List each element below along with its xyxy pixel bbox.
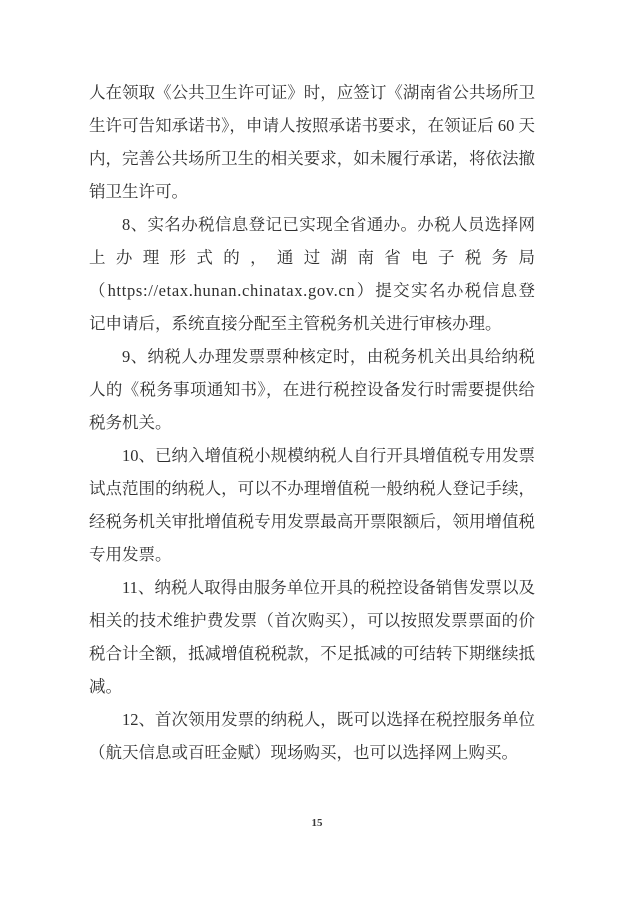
paragraph-item-9: 9、纳税人办理发票票种核定时，由税务机关出具给纳税人的《税务事项通知书》，在进行税控设备发行时需要提供给税务机关。 [89,347,535,432]
paragraph-item-10: 10、已纳入增值税小规模纳税人自行开具增值税专用发票试点范围的纳税人，可以不办理增值税一般纳税人登记手续，经税务机关审批增值税专用发票最高开票限额后，领用增值税专用发票。 [89,446,535,564]
paragraph-continuation: 人在领取《公共卫生许可证》时，应签订《湖南省公共场所卫生许可告知承诺书》，申请人按照承诺书要求，在领证后 60 天内，完善公共场所卫生的相关要求，如未履行承诺，将依法撤销卫生许可。 [89,83,535,201]
paragraph-text-after-url: 提交实名办税信息登记申请后，系统直接分配至主管税务机关进行审核办理。 [89,281,535,333]
page-number: 15 [311,817,323,829]
paragraph-item-11: 11、纳税人取得由服务单位开具的税控设备销售发票以及相关的技术维护费发票（首次购买），可以按照发票票面的价税合计全额，抵减增值税税款，不足抵减的可结转下期继续抵减。 [89,578,535,696]
etax-url: （https://etax.hunan.chinatax.gov.cn） [89,281,376,300]
paragraph-item-8 [89,208,535,340]
paragraph-item-12: 12、首次领用发票的纳税人，既可以选择在税控服务单位（航天信息或百旺金赋）现场购买，也可以选择网上购买。 [89,710,535,762]
paragraph-text-before-url: 8、实名办税信息登记已实现全省通办。办税人员选择网上办理形式的，通过湖南省电子税务局 [89,215,535,267]
document-body [89,76,535,769]
